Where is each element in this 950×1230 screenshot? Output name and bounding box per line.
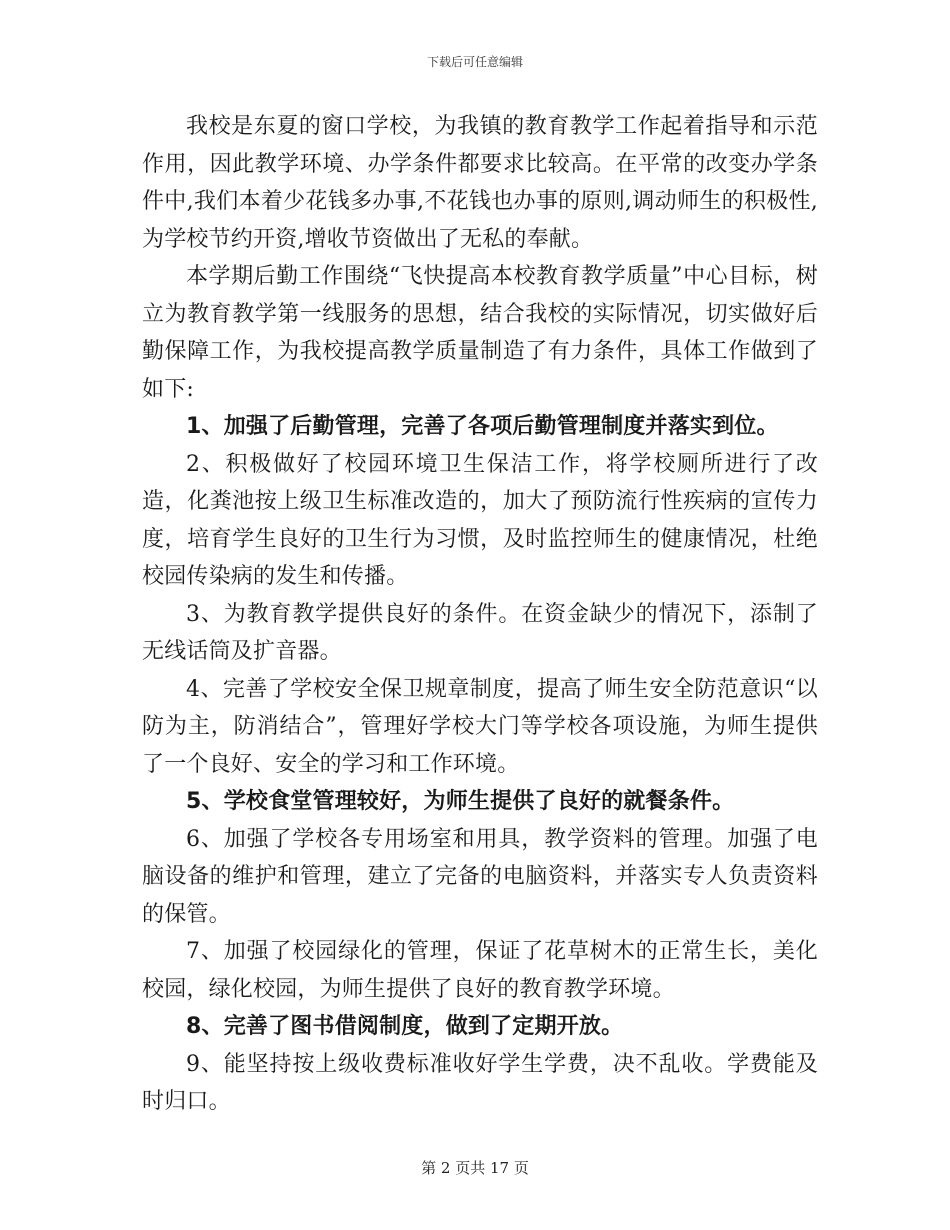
document-body bbox=[142, 108, 818, 1121]
item-9-paragraph: 9、能坚持按上级收费标准收好学生学费，决不乱收。学费能及时归口。 bbox=[142, 1051, 818, 1114]
item-7-paragraph: 7、加强了校园绿化的管理，保证了花草树木的正常生长，美化校园，绿化校园，为师生提供了良好的教育教学环境。 bbox=[142, 939, 818, 1002]
paragraph-overview: 本学期后勤工作围绕“飞快提高本校教育教学质量”中心目标，树立为教育教学第一线服务的思想，结合我校的实际情况，切实做好后勤保障工作，为我校提高教学质量制造了有力条件，具体工作做到了如下: bbox=[142, 264, 818, 402]
item-6-paragraph: 6、加强了学校各专用场室和用具，教学资料的管理。加强了电脑设备的维护和管理，建立了完备的电脑资料，并落实专人负责资料的保管。 bbox=[142, 826, 818, 927]
item-3-paragraph: 3、为教育教学提供良好的条件。在资金缺少的情况下，添制了无线话筒及扩音器。 bbox=[142, 601, 818, 664]
paragraph-intro: 我校是东夏的窗口学校，为我镇的教育教学工作起着指导和示范作用，因此教学环境、办学条件都要求比较高。在平常的改变办学条件中,我们本着少花钱多办事,不花钱也办事的原则,调动师生的积极性,为学校节约开资,增收节资做出了无私的奉献。 bbox=[142, 114, 818, 252]
item-5-heading: 5、学校食堂管理较好，为师生提供了良好的就餐条件。 bbox=[186, 789, 735, 814]
item-4-paragraph: 4、完善了学校安全保卫规章制度，提高了师生安全防范意识“以防为主，防消结合”，管理好学校大门等学校各项设施，为师生提供了一个良好、安全的学习和工作环境。 bbox=[142, 676, 818, 777]
item-1-heading: 1、加强了后勤管理，完善了各项后勤管理制度并落实到位。 bbox=[186, 414, 779, 439]
item-2-paragraph: 2、积极做好了校园环境卫生保洁工作，将学校厕所进行了改造，化粪池按上级卫生标准改造的，加大了预防流行性疾病的宣传力度，培育学生良好的卫生行为习惯，及时监控师生的健康情况，杜绝校园传染病的发生和传播。 bbox=[142, 451, 818, 589]
page-header-note: 下载后可任意编辑 bbox=[426, 55, 523, 69]
item-8-heading: 8、完善了图书借阅制度，做到了定期开放。 bbox=[186, 1014, 624, 1039]
page-number: 第 2 页共 17 页 bbox=[421, 1159, 529, 1177]
